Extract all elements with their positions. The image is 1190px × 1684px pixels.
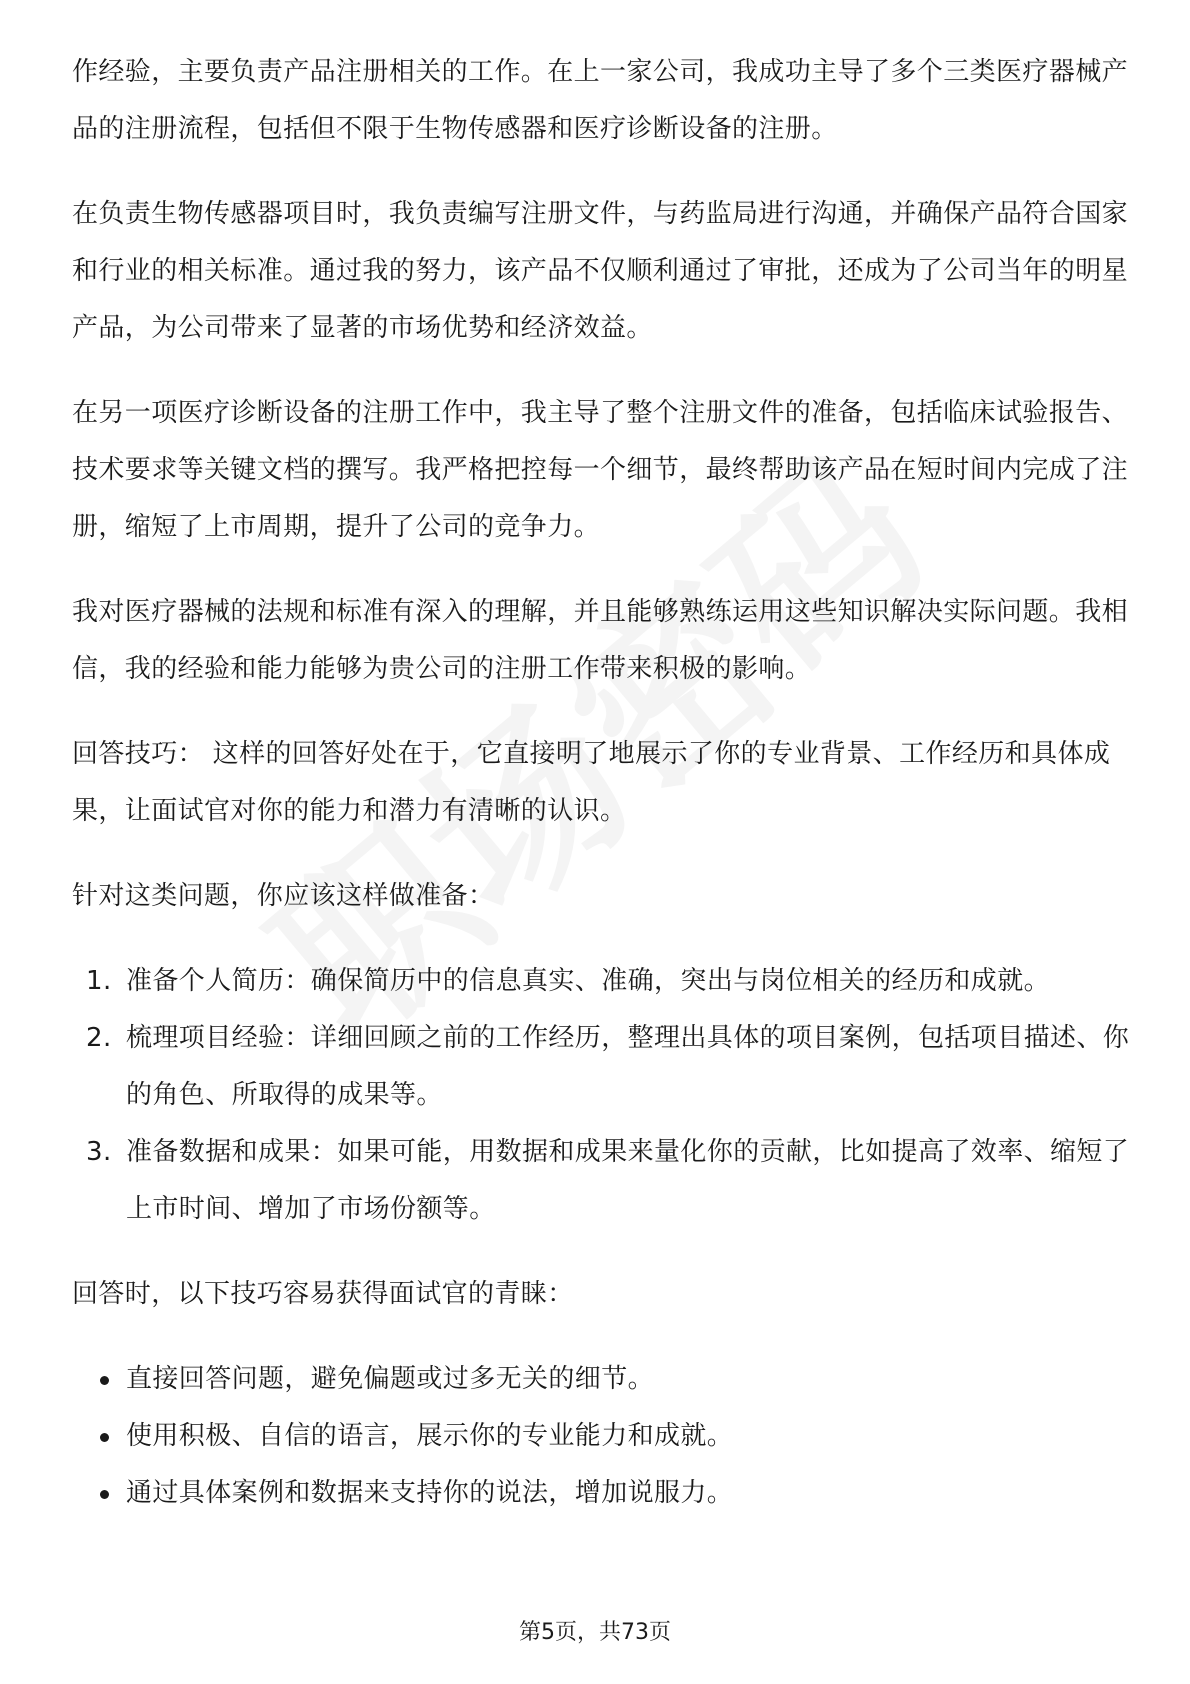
page-number-footer: 第5页，共73页 xyxy=(519,1620,671,1645)
preparation-list xyxy=(72,953,1132,1238)
list-item xyxy=(72,1408,1132,1465)
list-item-text: 通过具体案例和数据来支持你的说法，增加说服力。 xyxy=(126,1478,734,1508)
paragraph-diagnostic-device: 在另一项医疗诊断设备的注册工作中，我主导了整个注册文件的准备，包括临床试验报告、技术要求等关键文档的撰写。我严格把控每一个细节，最终帮助该产品在短时间内完成了注册，缩短了上市周期，提升了公司的竞争力。 xyxy=(72,398,1129,542)
paragraph-biosensor-project: 在负责生物传感器项目时，我负责编写注册文件，与药监局进行沟通，并确保产品符合国家和行业的相关标准。通过我的努力，该产品不仅顺利通过了审批，还成为了公司当年的明星产品，为公司带来了显著的市场优势和经济效益。 xyxy=(72,199,1129,343)
paragraph-answer-tips: 回答技巧： 这样的回答好处在于，它直接明了地展示了你的专业背景、工作经历和具体成果，让面试官对你的能力和潜力有清晰的认识。 xyxy=(72,739,1111,826)
list-item-number: 2. xyxy=(86,1023,112,1053)
list-item xyxy=(72,1351,1132,1408)
list-item xyxy=(72,953,1132,1010)
bullet-icon xyxy=(100,1433,109,1442)
list-item xyxy=(72,1010,1132,1124)
list-item-text: 使用积极、自信的语言，展示你的专业能力和成就。 xyxy=(126,1421,734,1451)
list-item-text: 梳理项目经验：详细回顾之前的工作经历，整理出具体的项目案例，包括项目描述、你的角色、所取得的成果等。 xyxy=(126,1023,1130,1110)
list-item-text: 直接回答问题，避免偏题或过多无关的细节。 xyxy=(126,1364,655,1394)
paragraph-preparation-intro: 针对这类问题，你应该这样做准备： xyxy=(72,881,495,911)
list-item-number: 3. xyxy=(86,1137,112,1167)
list-item-number: 1. xyxy=(86,966,112,996)
page-content xyxy=(72,44,1132,1522)
paragraph-tips-intro: 回答时，以下技巧容易获得面试官的青睐： xyxy=(72,1279,574,1309)
list-item-text: 准备数据和成果：如果可能，用数据和成果来量化你的贡献，比如提高了效率、缩短了上市时间、增加了市场份额等。 xyxy=(126,1137,1130,1224)
list-item-text: 准备个人简历：确保简历中的信息真实、准确，突出与岗位相关的经历和成就。 xyxy=(126,966,1051,996)
list-item xyxy=(72,1465,1132,1522)
paragraph-experience-intro: 作经验，主要负责产品注册相关的工作。在上一家公司，我成功主导了多个三类医疗器械产品的注册流程，包括但不限于生物传感器和医疗诊断设备的注册。 xyxy=(72,57,1129,144)
bullet-icon xyxy=(100,1490,109,1499)
list-item xyxy=(72,1124,1132,1238)
paragraph-regulation-knowledge: 我对医疗器械的法规和标准有深入的理解，并且能够熟练运用这些知识解决实际问题。我相信，我的经验和能力能够为贵公司的注册工作带来积极的影响。 xyxy=(72,597,1129,684)
bullet-icon xyxy=(100,1376,109,1385)
tips-list xyxy=(72,1351,1132,1522)
